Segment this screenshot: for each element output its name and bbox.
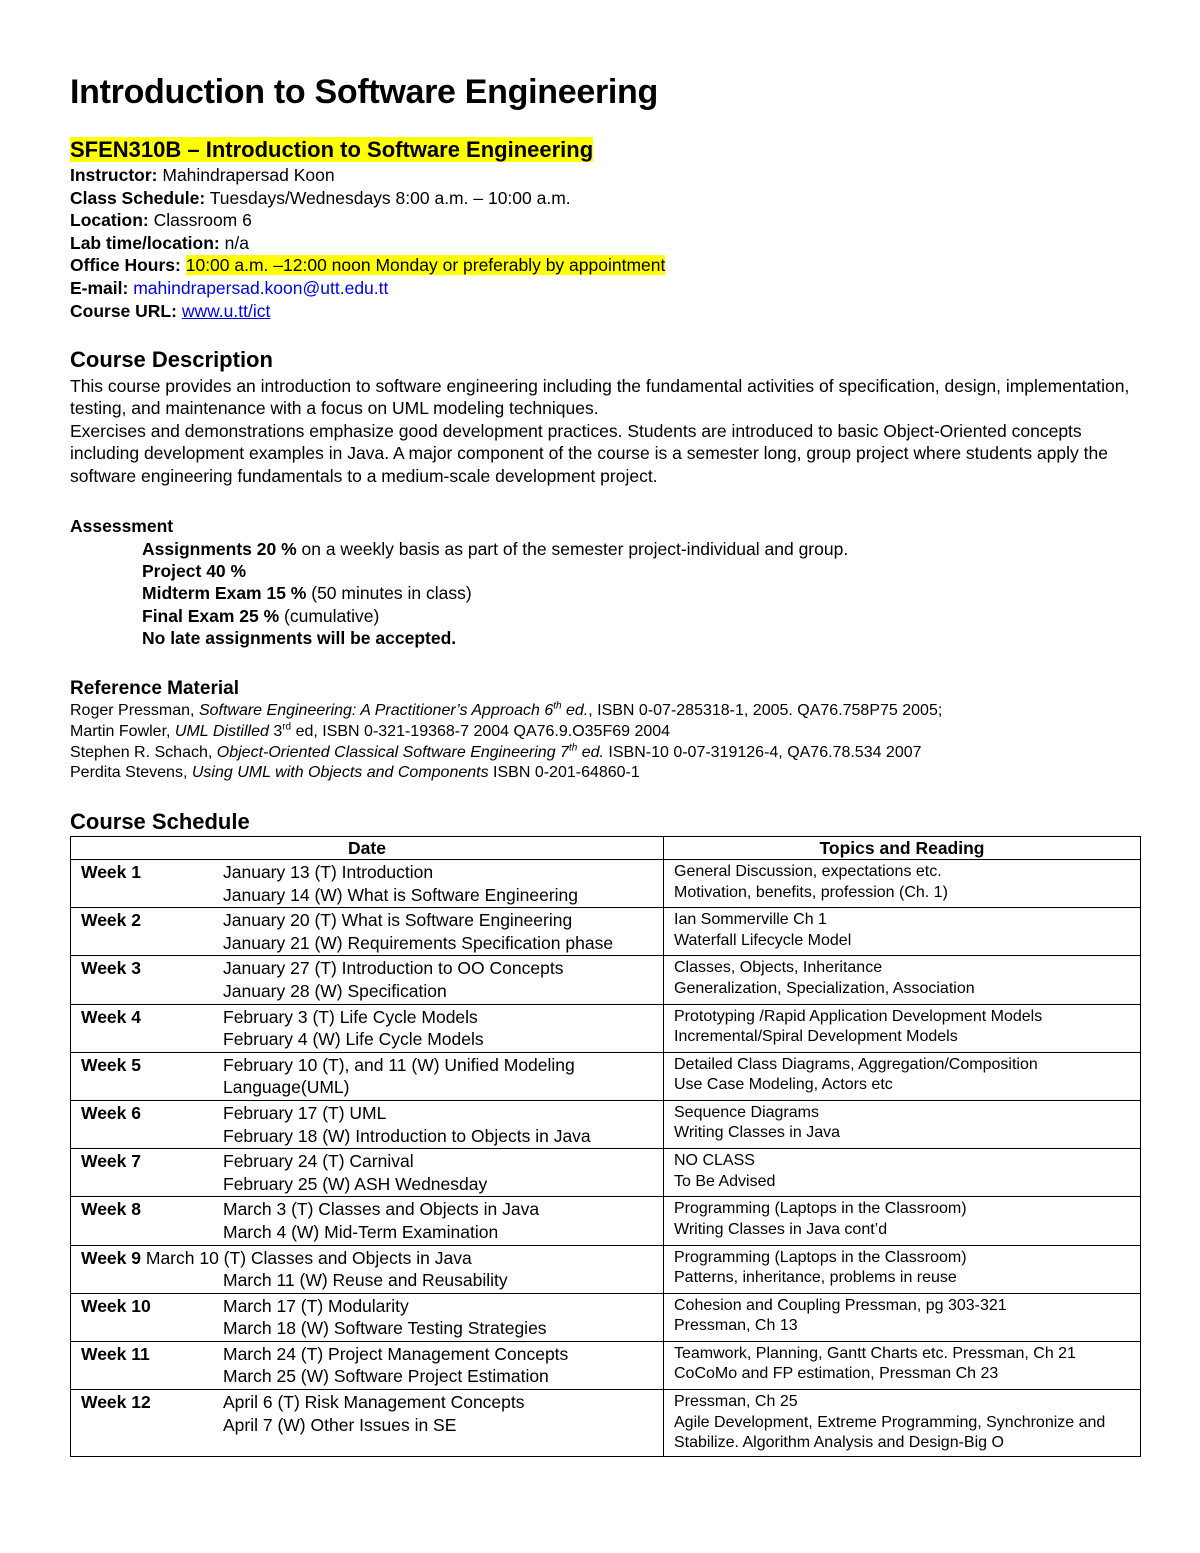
topic-line: Detailed Class Diagrams, Aggregation/Composition xyxy=(674,1055,1038,1073)
date-lines xyxy=(223,909,663,954)
topic-line: Classes, Objects, Inheritance xyxy=(674,959,883,977)
week-label: Week 2 xyxy=(81,910,141,931)
date-line: March 17 (T) Modularity xyxy=(223,1295,409,1316)
instructor-label: Instructor: xyxy=(70,165,158,185)
lab-row xyxy=(70,232,665,255)
date-line: January 13 (T) Introduction xyxy=(223,862,434,882)
topic-line: NO CLASS xyxy=(674,1152,755,1170)
reference-item xyxy=(70,763,942,784)
date-line: February 25 (W) ASH Wednesday xyxy=(223,1173,488,1194)
email-link[interactable]: mahindrapersad.koon@utt.edu.tt xyxy=(133,277,389,298)
table-row xyxy=(71,1293,1141,1341)
assessment-late-policy xyxy=(142,627,848,649)
date-lines xyxy=(223,1391,663,1436)
topics-cell xyxy=(664,860,1141,908)
course-url-link[interactable]: www.u.tt/ict xyxy=(181,300,271,321)
topics-cell xyxy=(664,908,1141,956)
course-schedule-heading: Course Schedule xyxy=(70,809,250,834)
topic-line: Sequence Diagrams xyxy=(674,1103,819,1121)
date-cell xyxy=(71,1390,664,1457)
topic-line: Writing Classes in Java xyxy=(674,1124,840,1142)
date-line: January 20 (T) What is Software Engineering xyxy=(223,910,573,931)
date-lines xyxy=(223,1102,663,1147)
date-line: March 4 (W) Mid-Term Examination xyxy=(223,1221,499,1242)
reference-author: Roger Pressman, xyxy=(70,702,199,719)
class-schedule-row xyxy=(70,187,665,210)
date-lines xyxy=(223,1295,663,1340)
instructor-value: Mahindrapersad Koon xyxy=(162,165,335,185)
topic-line: Waterfall Lifecycle Model xyxy=(674,931,852,949)
week-label: Week 12 xyxy=(81,1392,151,1413)
course-code-title xyxy=(70,137,593,163)
table-row xyxy=(71,1390,1141,1457)
week-label: Week 9 xyxy=(81,1247,141,1268)
date-cell xyxy=(71,860,664,908)
schedule-table-body xyxy=(71,860,1141,1457)
reference-author: Stephen R. Schach, xyxy=(70,743,217,761)
table-row xyxy=(71,1197,1141,1245)
week-label: Week 1 xyxy=(81,862,141,882)
topics-cell xyxy=(664,1149,1141,1197)
date-cell xyxy=(71,1004,664,1052)
topic-line: Use Case Modeling, Actors etc xyxy=(674,1076,893,1094)
reference-edition: ed. xyxy=(577,743,604,761)
date-lines xyxy=(223,1150,663,1195)
topic-line: General Discussion, expectations etc. xyxy=(674,863,942,880)
table-row xyxy=(71,908,1141,956)
date-line: February 10 (T), and 11 (W) Unified Modeling Language(UML) xyxy=(223,1054,575,1098)
date-cell xyxy=(71,1245,664,1293)
reference-title: UML Distilled xyxy=(174,722,269,740)
assessment-assignments xyxy=(142,538,848,560)
topics-cell xyxy=(664,1004,1141,1052)
topic-line: Pressman, Ch 25 xyxy=(674,1393,798,1411)
date-line: January 27 (T) Introduction to OO Concepts xyxy=(223,958,564,979)
reference-list xyxy=(70,701,942,784)
assignments-label: Assignments 20 % xyxy=(142,539,297,559)
date-cell xyxy=(71,956,664,1004)
date-line: January 28 (W) Specification xyxy=(223,980,447,1001)
table-header-row xyxy=(71,837,1141,860)
topics-cell xyxy=(664,1245,1141,1293)
topic-line: Ian Sommerville Ch 1 xyxy=(674,911,827,929)
topics-cell xyxy=(664,1197,1141,1245)
course-description-heading: Course Description xyxy=(70,347,273,372)
week-label: Week 6 xyxy=(81,1102,141,1123)
midterm-note: (50 minutes in class) xyxy=(306,583,472,604)
table-row xyxy=(71,1004,1141,1052)
topic-line: Programming (Laptops in the Classroom) xyxy=(674,1200,967,1218)
table-row xyxy=(71,1100,1141,1148)
date-line: February 17 (T) UML xyxy=(223,1102,387,1123)
table-row xyxy=(71,1245,1141,1293)
course-info xyxy=(70,164,665,322)
date-line: February 4 (W) Life Cycle Models xyxy=(223,1029,484,1050)
location-label: Location: xyxy=(70,210,149,231)
date-line: March 10 (T) Classes and Objects in Java xyxy=(141,1247,472,1268)
date-line: March 11 (W) Reuse and Reusability xyxy=(223,1270,508,1291)
instructor-row xyxy=(70,164,665,187)
week-label: Week 4 xyxy=(81,1006,141,1027)
location-row xyxy=(70,209,665,232)
date-cell xyxy=(71,908,664,956)
class-schedule-label: Class Schedule: xyxy=(70,187,206,208)
date-lines xyxy=(223,1054,663,1099)
topic-line: Patterns, inheritance, problems in reuse xyxy=(674,1269,957,1286)
topic-line: Prototyping /Rapid Application Development Models xyxy=(674,1007,1043,1025)
week-label: Week 11 xyxy=(81,1343,150,1364)
course-schedule-table xyxy=(70,836,1141,1457)
date-line: March 24 (T) Project Management Concepts xyxy=(223,1343,569,1364)
lab-value: n/a xyxy=(224,232,249,253)
week-label: Week 10 xyxy=(81,1295,151,1316)
week-label: Week 3 xyxy=(81,958,141,979)
reference-item xyxy=(70,743,942,764)
date-line: April 6 (T) Risk Management Concepts xyxy=(223,1392,525,1413)
reference-edition-sup: rd xyxy=(282,721,292,733)
reference-details: , ISBN 0-07-285318-1, 2005. QA76.758P75 2005; xyxy=(588,702,943,719)
assessment-heading: Assessment xyxy=(70,516,174,536)
topics-cell xyxy=(664,1052,1141,1100)
date-line: January 14 (W) What is Software Engineering xyxy=(223,884,579,905)
topics-cell xyxy=(664,1100,1141,1148)
reference-item xyxy=(70,701,942,722)
reference-author: Perdita Stevens, xyxy=(70,764,192,782)
week-label: Week 5 xyxy=(81,1054,141,1075)
table-row xyxy=(71,860,1141,908)
topic-line: Incremental/Spiral Development Models xyxy=(674,1028,958,1046)
date-lines xyxy=(223,1006,663,1051)
week-9-first-line xyxy=(81,1247,663,1270)
topic-line: CoCoMo and FP estimation, Pressman Ch 23 xyxy=(674,1365,999,1383)
reference-details: ISBN 0-201-64860-1 xyxy=(488,764,640,782)
reference-author: Martin Fowler, xyxy=(70,722,175,740)
midterm-label: Midterm Exam 15 % xyxy=(142,583,307,604)
class-schedule-value: Tuesdays/Wednesdays 8:00 a.m. – 10:00 a.m. xyxy=(209,187,571,208)
late-policy-text: No late assignments will be accepted. xyxy=(142,627,457,648)
week-label: Week 7 xyxy=(81,1151,141,1172)
course-url-label: Course URL: xyxy=(70,300,177,321)
assessment-midterm xyxy=(142,582,848,604)
reference-item xyxy=(70,722,942,743)
reference-details: ISBN-10 0-07-319126-4, QA76.78.534 2007 xyxy=(603,743,922,761)
reference-title: Using UML with Objects and Components xyxy=(191,764,489,782)
final-label: Final Exam 25 % xyxy=(142,605,280,626)
topic-line: Agile Development, Extreme Programming, Synchronize and Stabilize. Algorithm Analysis and Design-Big O xyxy=(674,1413,1106,1452)
assessment-list xyxy=(142,538,848,649)
document-title: Introduction to Software Engineering xyxy=(70,73,658,111)
reference-details: ed, ISBN 0-321-19368-7 2004 QA76.9.O35F69 2004 xyxy=(291,722,671,740)
assignments-note: on a weekly basis as part of the semester project-individual and group. xyxy=(296,539,849,559)
topics-cell xyxy=(664,1293,1141,1341)
topic-line: To Be Advised xyxy=(674,1172,776,1190)
topic-line: Programming (Laptops in the Classroom) xyxy=(674,1248,967,1266)
table-row xyxy=(71,1341,1141,1389)
topic-line: Writing Classes in Java cont’d xyxy=(674,1220,888,1238)
description-paragraph-1: This course provides an introduction to software engineering including the fundamental activities of specification, design, implementation, testing, and maintenance with a focus on UML modeling techniques. xyxy=(70,376,1130,419)
office-hours-value: 10:00 a.m. –12:00 noon Monday or preferably by appointment xyxy=(185,255,666,276)
topic-line: Pressman, Ch 13 xyxy=(674,1317,798,1335)
reference-title: Object-Oriented Classical Software Engineering 7 xyxy=(216,743,569,761)
week-label: Week 8 xyxy=(81,1199,141,1220)
office-hours-label: Office Hours: xyxy=(70,255,181,276)
reference-edition: 3 xyxy=(268,722,283,740)
date-cell xyxy=(71,1100,664,1148)
office-hours-row xyxy=(70,254,665,277)
date-line: March 25 (W) Software Project Estimation xyxy=(223,1366,549,1387)
date-line: January 21 (W) Requirements Specification phase xyxy=(223,932,614,953)
table-row xyxy=(71,1149,1141,1197)
email-row xyxy=(70,277,665,300)
topics-column-header: Topics and Reading xyxy=(664,837,1141,860)
reference-edition-sup: th xyxy=(568,742,578,754)
topic-line: Motivation, benefits, profession (Ch. 1) xyxy=(674,883,948,901)
reference-material-heading: Reference Material xyxy=(70,678,239,699)
course-code-highlight: SFEN310B – Introduction to Software Engineering xyxy=(70,137,594,162)
location-value: Classroom 6 xyxy=(153,210,252,231)
date-line: April 7 (W) Other Issues in SE xyxy=(223,1414,457,1435)
course-description xyxy=(70,375,1142,487)
topic-line: Generalization, Specialization, Association xyxy=(674,979,975,997)
date-line: March 18 (W) Software Testing Strategies xyxy=(223,1318,547,1339)
date-line: February 3 (T) Life Cycle Models xyxy=(223,1006,478,1027)
date-column-header: Date xyxy=(71,837,664,860)
date-line: February 24 (T) Carnival xyxy=(223,1151,414,1172)
topics-cell xyxy=(664,1341,1141,1389)
date-cell xyxy=(71,1341,664,1389)
description-paragraph-2: Exercises and demonstrations emphasize good development practices. Students are introduced to basic Object-Oriented concepts including development examples in Java. A major component of the course is a semester long, group project where students apply the software engineering fundamentals to a medium-scale development project. xyxy=(70,420,1108,486)
topic-line: Cohesion and Coupling Pressman, pg 303-321 xyxy=(674,1296,1007,1314)
assessment-project xyxy=(142,560,848,582)
date-lines xyxy=(223,1343,663,1388)
date-lines xyxy=(223,1198,663,1243)
project-label: Project 40 % xyxy=(142,561,247,582)
topics-cell xyxy=(664,956,1141,1004)
topics-cell xyxy=(664,1390,1141,1457)
date-lines xyxy=(223,861,663,906)
date-cell xyxy=(71,1293,664,1341)
email-label: E-mail: xyxy=(70,277,129,298)
table-row xyxy=(71,1052,1141,1100)
course-url-row xyxy=(70,300,665,323)
reference-edition-sup: th xyxy=(553,700,562,712)
date-line: February 18 (W) Introduction to Objects in Java xyxy=(223,1125,591,1146)
lab-label: Lab time/location: xyxy=(70,232,220,253)
date-cell xyxy=(71,1052,664,1100)
table-row xyxy=(71,956,1141,1004)
date-cell xyxy=(71,1149,664,1197)
date-lines xyxy=(223,957,663,1002)
date-line: March 3 (T) Classes and Objects in Java xyxy=(223,1199,540,1220)
reference-title: Software Engineering: A Practitioner’s Approach 6 xyxy=(198,702,554,719)
final-note: (cumulative) xyxy=(279,605,380,626)
topic-line: Teamwork, Planning, Gantt Charts etc. Pressman, Ch 21 xyxy=(674,1344,1076,1362)
date-cell xyxy=(71,1197,664,1245)
reference-edition: ed. xyxy=(561,702,589,719)
assessment-final xyxy=(142,605,848,627)
